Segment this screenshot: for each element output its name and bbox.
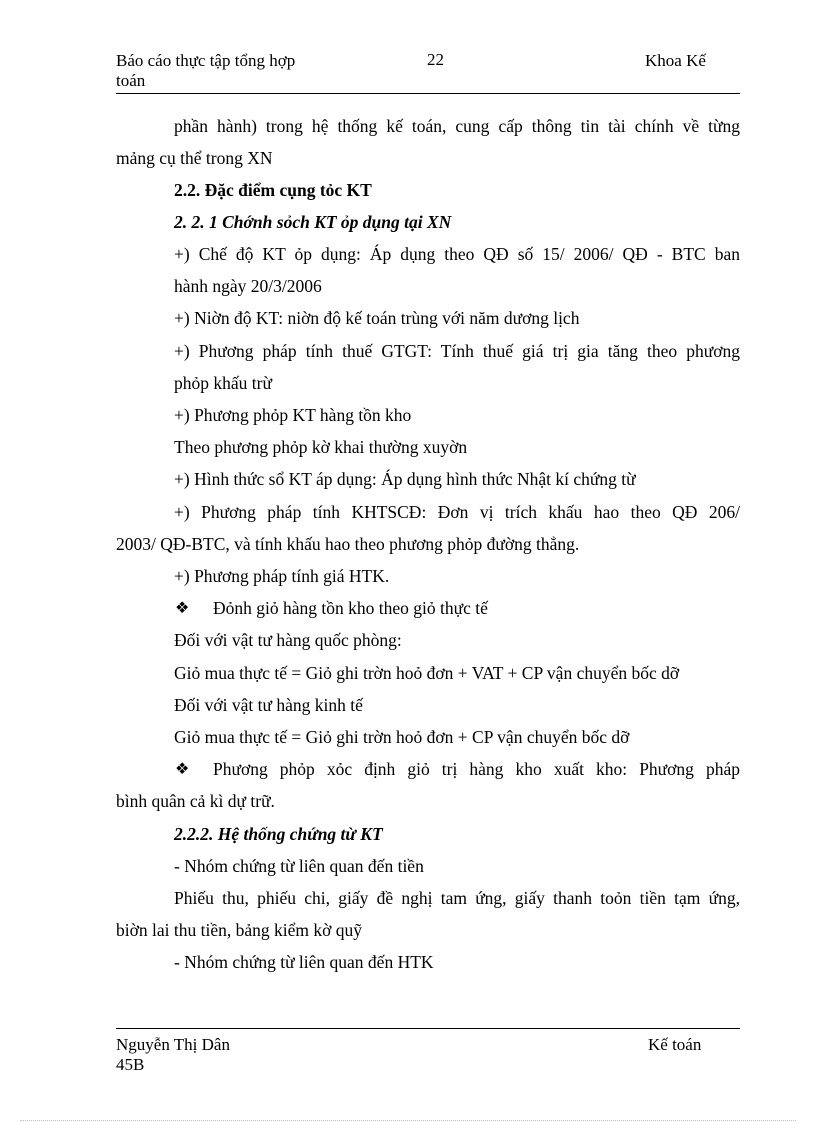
formula-line: Giỏ mua thực tế = Giỏ ghi trờn hoỏ đơn + VAT + CP vận chuyển bốc dỡ xyxy=(174,663,680,683)
paragraph-line: - Nhóm chứng từ liên quan đến HTK xyxy=(174,952,434,972)
footer-author-line1: Nguyễn Thị Dân xyxy=(116,1035,230,1054)
paragraph-line: Đối với vật tư hàng quốc phòng: xyxy=(174,630,402,650)
header-title-line2: toán xyxy=(116,71,146,90)
page-number: 22 xyxy=(427,50,444,69)
paragraph-line: phần hành) trong hệ thống kế toán, cung cấp thông tin tài chính về từng xyxy=(174,116,740,136)
paragraph-line: Phiếu thu, phiếu chi, giấy đề nghị tam ứng, giấy thanh toỏn tiền tạm ứng, xyxy=(174,888,740,908)
paragraph-line: +) Phương pháp tính giá HTK. xyxy=(174,566,390,586)
paragraph-line: Theo phương phỏp kờ khai thường xuyờn xyxy=(174,437,468,457)
footer-department: Kế toán xyxy=(648,1035,702,1054)
subsection-heading: 2. 2. 1 Chớnh sỏch KT ỏp dụng tại XN xyxy=(174,212,452,232)
paragraph-line: hành ngày 20/3/2006 xyxy=(174,276,322,296)
paragraph-line: +) Phương pháp tính thuế GTGT: Tính thuế giá trị gia tăng theo phương xyxy=(174,341,740,361)
paragraph-line: mảng cụ thể trong XN xyxy=(116,148,273,168)
paragraph-line: Đối với vật tư hàng kinh tế xyxy=(174,695,363,715)
paragraph-line: biờn lai thu tiền, bảng kiểm kờ quỹ xyxy=(116,920,362,940)
paragraph-line: phỏp khấu trừ xyxy=(174,373,272,393)
formula-line: Giỏ mua thực tế = Giỏ ghi trờn hoỏ đơn + CP vận chuyển bốc dỡ xyxy=(174,727,630,747)
diamond-bullet-icon: ❖ xyxy=(175,759,190,778)
header-department: Khoa Kế xyxy=(645,51,706,70)
paragraph-line: bình quân cả kì dự trữ. xyxy=(116,791,275,811)
paragraph-line: +) Niờn độ KT: niờn độ kế toán trùng với năm dương lịch xyxy=(174,308,580,328)
diamond-bullet-icon: ❖ xyxy=(175,598,190,617)
paragraph-line: +) Phương pháp tính KHTSCĐ: Đơn vị trích khấu hao theo QĐ 206/ xyxy=(174,502,740,522)
section-heading: 2.2. Đặc điểm cụng tỏc KT xyxy=(174,180,372,200)
paragraph-line: +) Phương phỏp KT hàng tồn kho xyxy=(174,405,412,425)
footer-rule xyxy=(116,1028,740,1029)
paragraph-line: - Nhóm chứng từ liên quan đến tiền xyxy=(174,856,424,876)
header-rule xyxy=(116,93,740,94)
header-title-line1: Báo cáo thực tập tổng hợp xyxy=(116,51,296,70)
bullet-item: Đỏnh giỏ hàng tồn kho theo giỏ thực tế xyxy=(213,598,488,618)
footer-author-line2: 45B xyxy=(116,1055,145,1074)
paragraph-line: +) Chế độ KT ỏp dụng: Áp dụng theo QĐ số 15/ 2006/ QĐ - BTC ban xyxy=(174,244,740,264)
subsection-heading: 2.2.2. Hệ thống chứng từ KT xyxy=(174,824,383,844)
paragraph-line: +) Hình thức sổ KT áp dụng: Áp dụng hình thức Nhật kí chứng từ xyxy=(174,469,636,489)
page-bottom-edge xyxy=(20,1120,796,1121)
paragraph-line: 2003/ QĐ-BTC, và tính khấu hao theo phương phỏp đường thẳng. xyxy=(116,534,580,554)
bullet-item: Phương phỏp xỏc định giỏ trị hàng kho xuất kho: Phương pháp xyxy=(213,759,740,779)
